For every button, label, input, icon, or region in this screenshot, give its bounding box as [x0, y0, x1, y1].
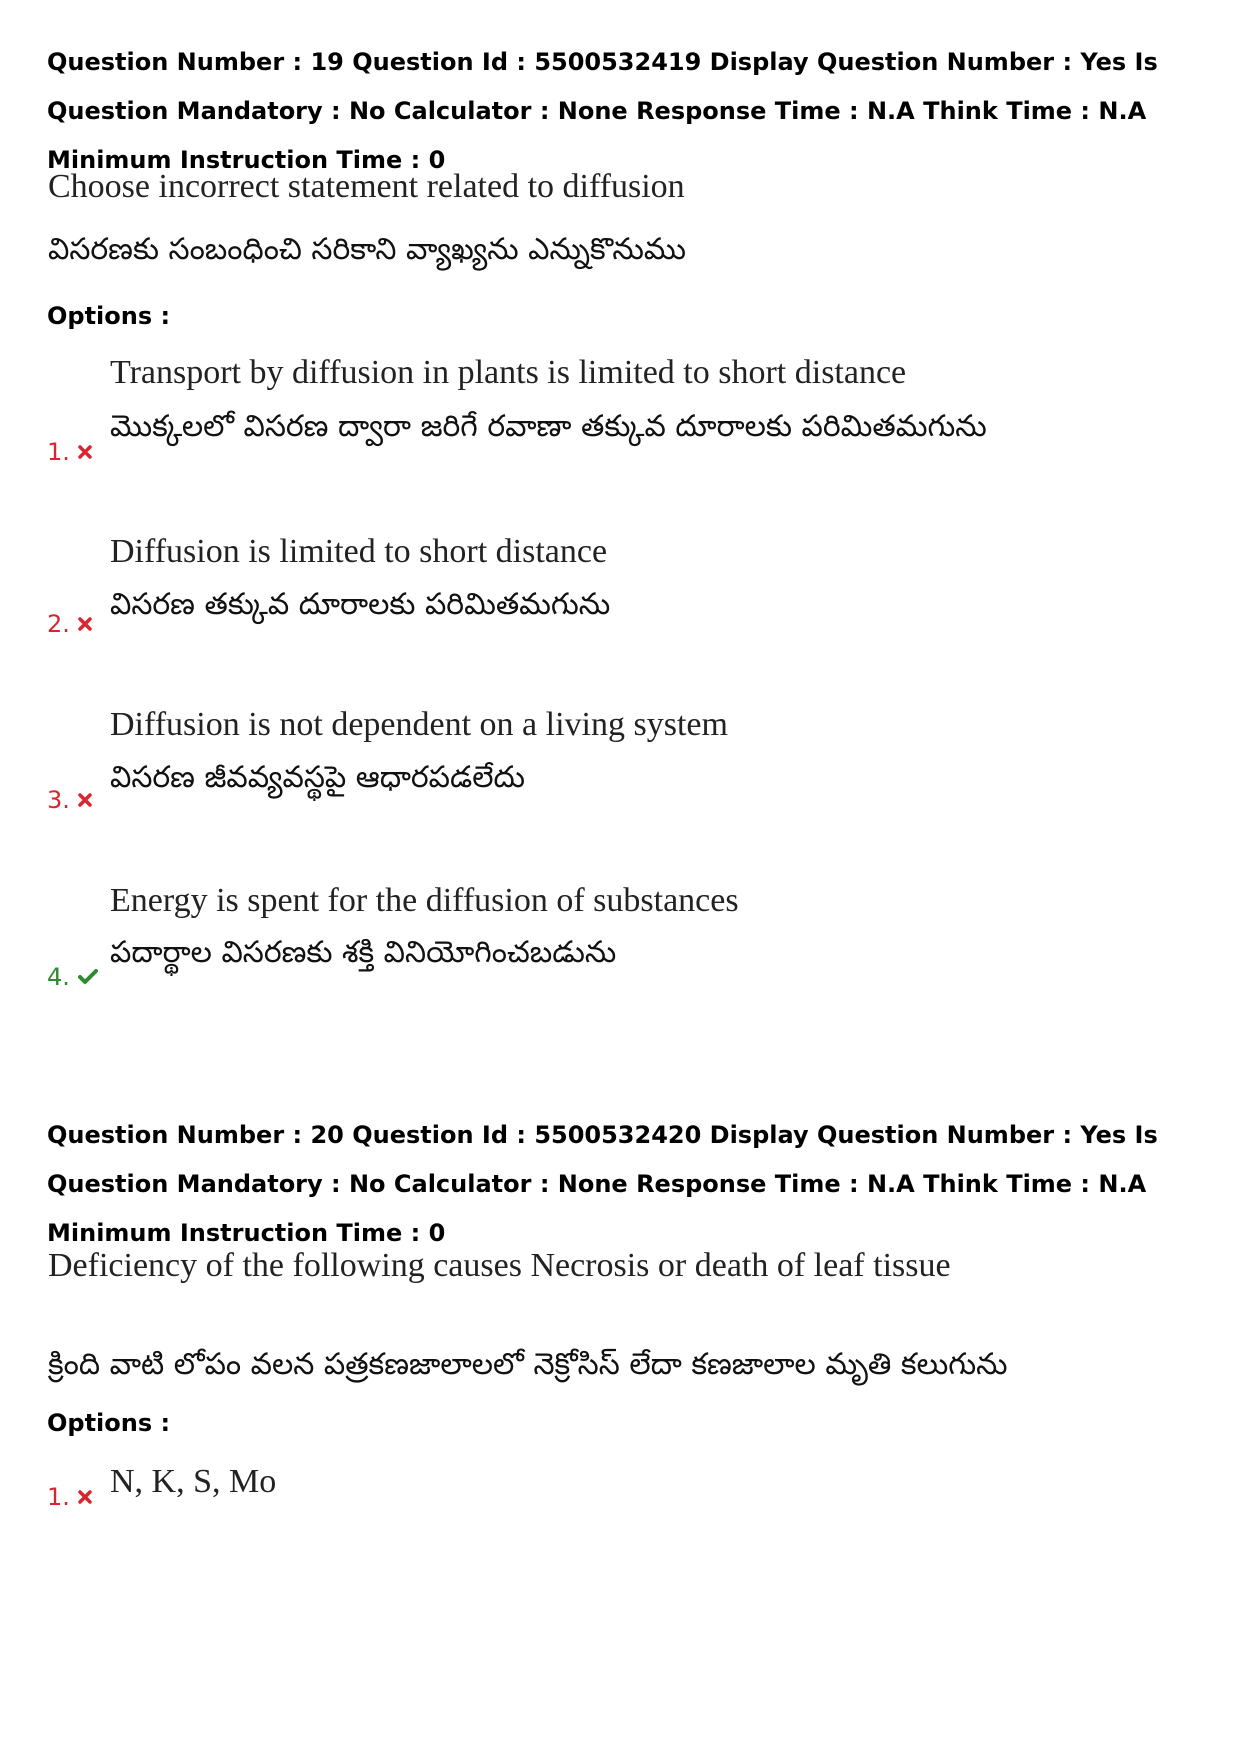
question-19-text-te: విసరణకు సంబంధించి సరికాని వ్యాఖ్యను ఎన్నుకొనుము — [48, 232, 686, 267]
option-4-marker — [47, 963, 98, 991]
option-number: 3. — [47, 786, 70, 814]
option-2-text-te: విసరణ తక్కువ దూరాలకు పరిమితమగును — [110, 587, 611, 622]
options-label: Options : — [47, 1409, 171, 1437]
options-label: Options : — [47, 302, 171, 330]
option-1-text-en: Transport by diffusion in plants is limited to short distance — [110, 354, 907, 391]
option-number: 4. — [47, 963, 70, 991]
question-20-text-en: Deficiency of the following causes Necrosis or death of leaf tissue — [48, 1247, 951, 1284]
option-number: 2. — [47, 610, 70, 638]
option-1-marker — [47, 1483, 92, 1511]
wrong-icon — [78, 617, 92, 631]
question-19-text-en: Choose incorrect statement related to diffusion — [48, 168, 685, 205]
wrong-icon — [78, 1490, 92, 1504]
option-3-text-te: విసరణ జీవవ్యవస్థపై ఆధారపడలేదు — [110, 760, 526, 795]
option-2-marker — [47, 610, 92, 638]
option-3-text-en: Diffusion is not dependent on a living system — [110, 706, 728, 743]
option-2-text-en: Diffusion is limited to short distance — [110, 533, 608, 570]
wrong-icon — [78, 793, 92, 807]
question-20-meta: Question Number : 20 Question Id : 5500532420 Display Question Number : Yes Is Question Mandatory : No Calculator : None Response Time : N.A Think Time : N.A Minimum Instruction Time : 0 — [47, 1121, 1158, 1247]
option-number: 1. — [47, 1483, 70, 1511]
option-4-text-te: పదార్థాల విసరణకు శక్తి వినియోగించబడును — [110, 935, 617, 970]
wrong-icon — [78, 445, 92, 459]
check-icon — [78, 969, 98, 985]
option-3-marker — [47, 786, 92, 814]
question-20-text-te: క్రింది వాటి లోపం వలన పత్రకణజాలాలలో నెక్రోసిస్ లేదా కణజాలాల మృతి కలుగును — [48, 1347, 1008, 1382]
option-1-marker — [47, 438, 92, 466]
option-4-text-en: Energy is spent for the diffusion of substances — [110, 882, 739, 919]
question-19-meta: Question Number : 19 Question Id : 5500532419 Display Question Number : Yes Is Question Mandatory : No Calculator : None Response Time : N.A Think Time : N.A Minimum Instruction Time : 0 — [47, 48, 1158, 174]
option-1-text-te: మొక్కలలో విసరణ ద్వారా జరిగే రవాణా తక్కువ దూరాలకు పరిమితమగును — [110, 409, 987, 444]
option-number: 1. — [47, 438, 70, 466]
option-1-text-en: N, K, S, Mo — [110, 1463, 277, 1500]
